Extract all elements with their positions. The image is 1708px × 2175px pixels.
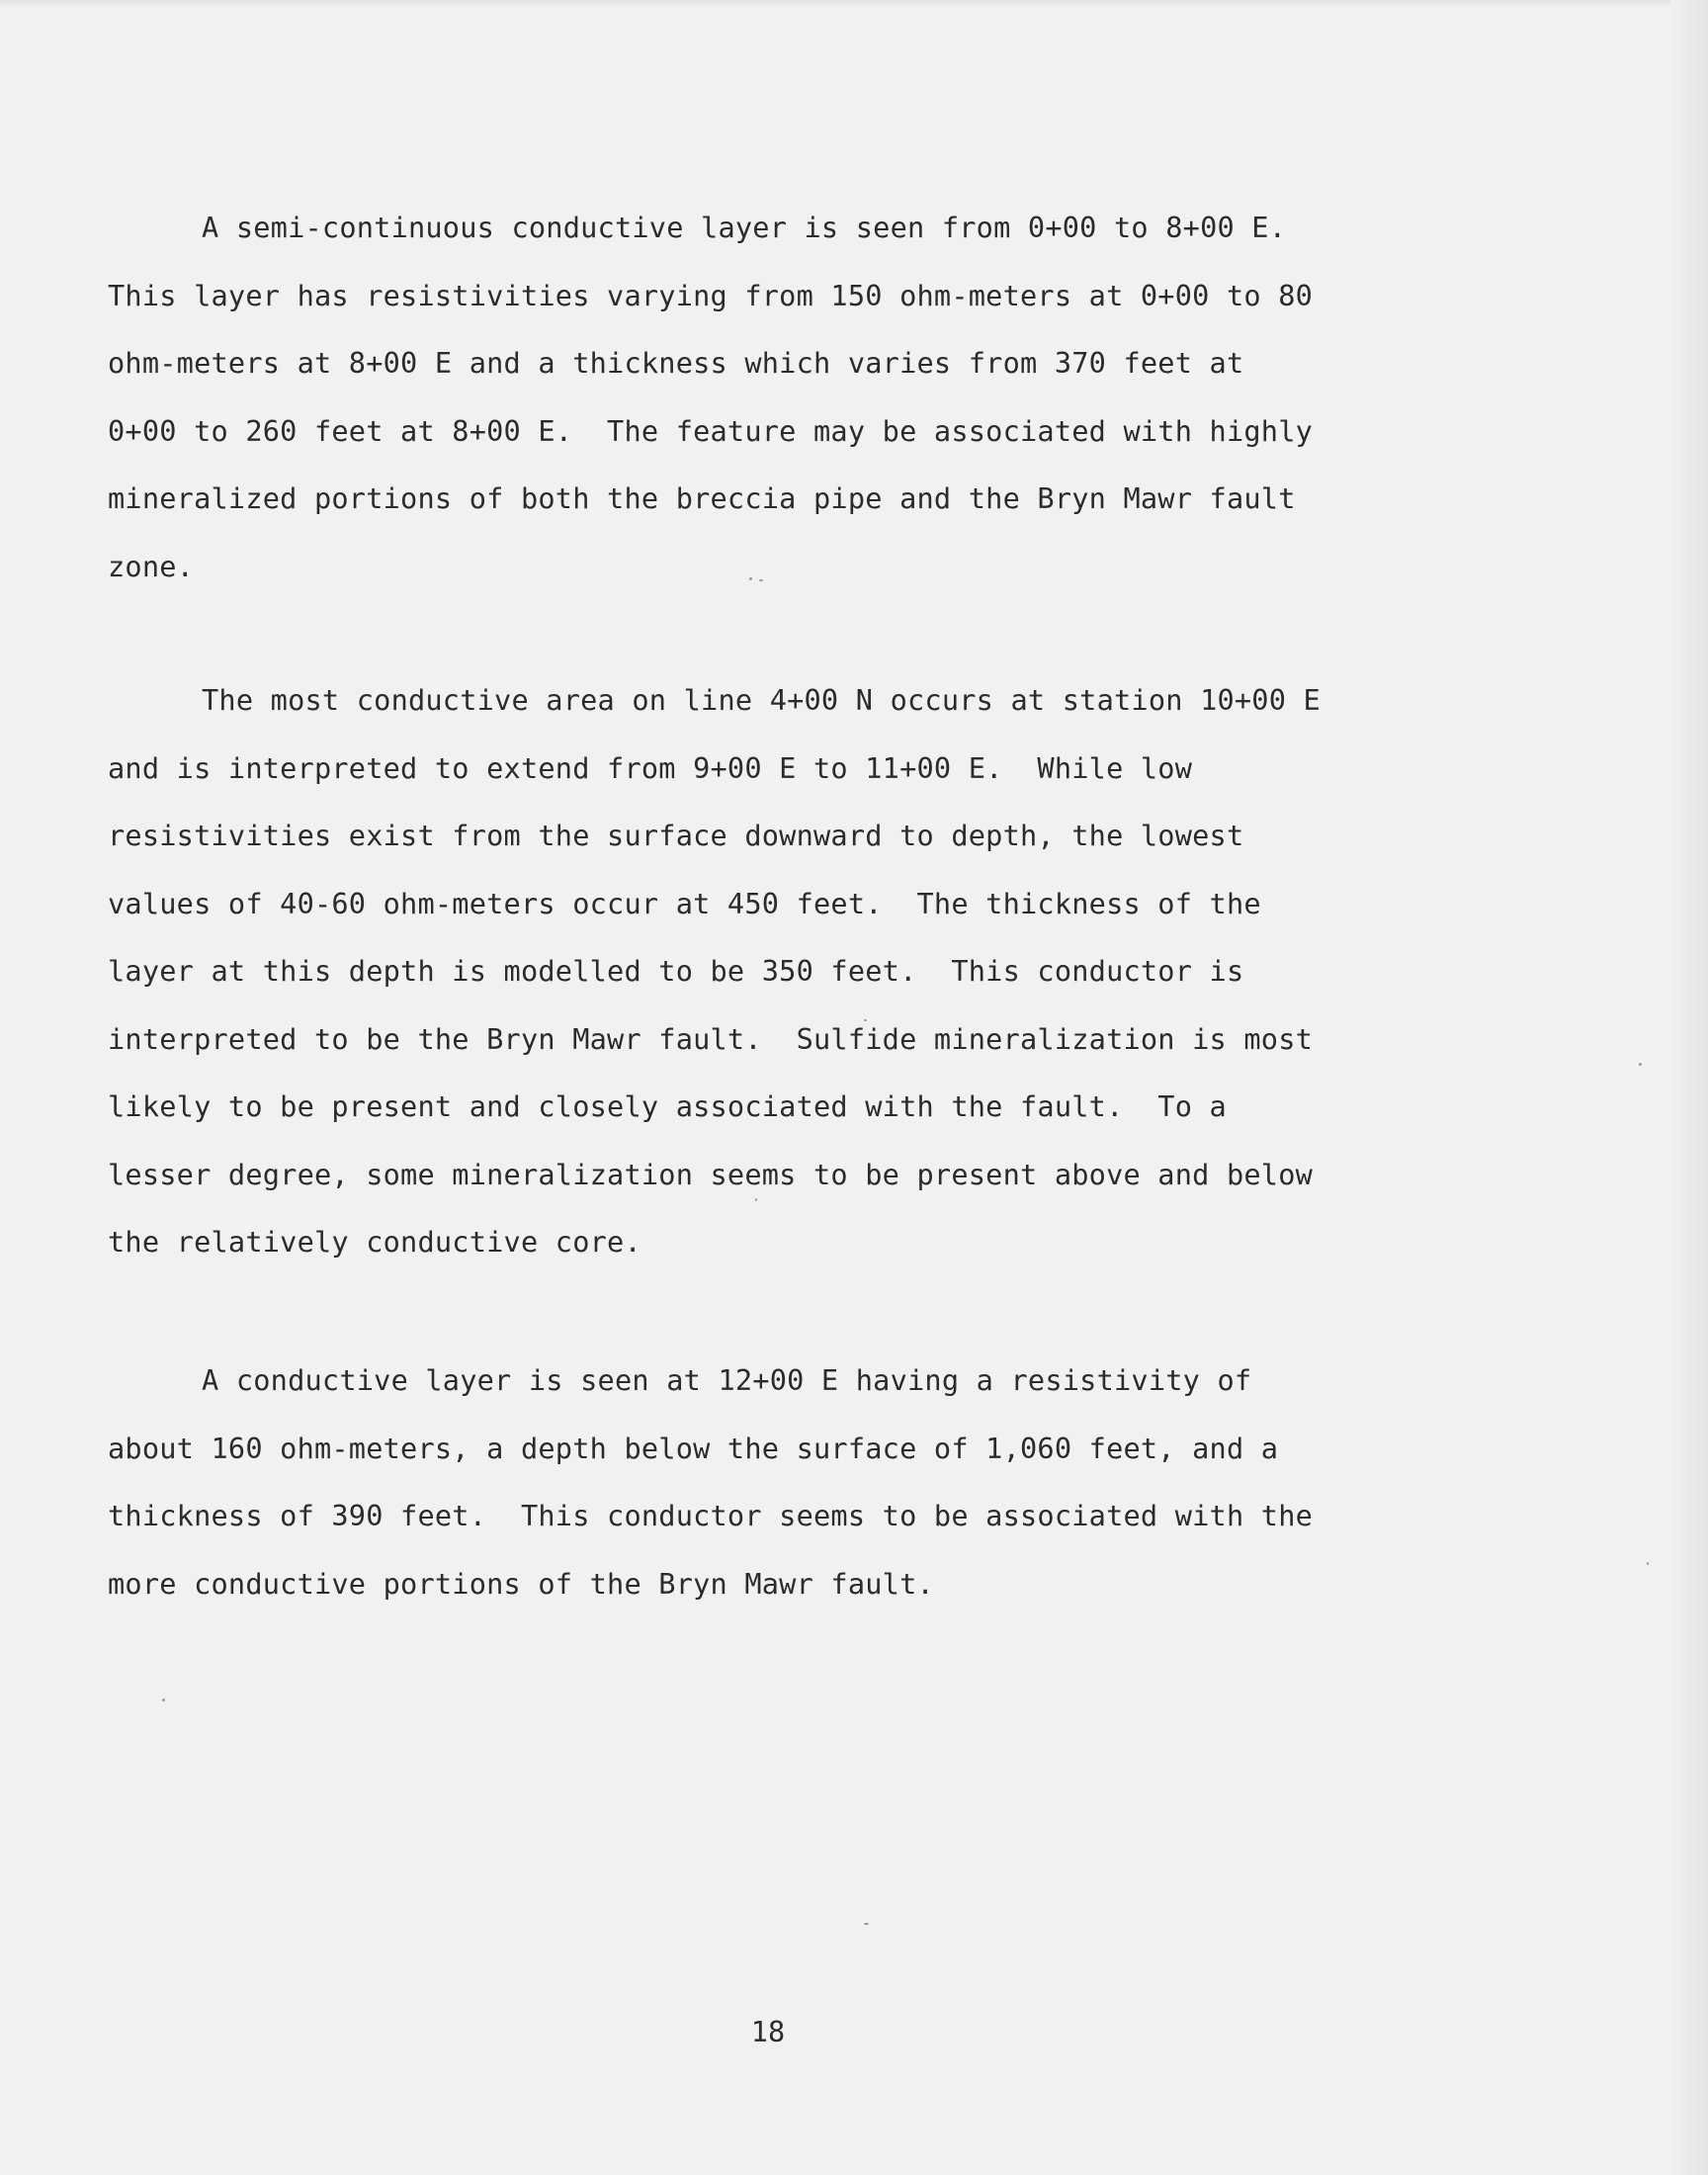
- paragraph-line: 0+00 to 260 feet at 8+00 E. The feature may be associated with highly: [108, 413, 1314, 448]
- paragraph-line: lesser degree, some mineralization seems to be present above and below: [108, 1157, 1314, 1191]
- paragraph-line: A semi-continuous conductive layer is seen from 0+00 to 8+00 E.: [202, 211, 1287, 244]
- scan-speck: [1639, 1063, 1642, 1066]
- paragraph-line: layer at this depth is modelled to be 350 feet. This conductor is: [108, 954, 1244, 988]
- paragraph-line: the relatively conductive core.: [108, 1225, 641, 1259]
- paragraph-line: zone.: [108, 549, 195, 583]
- paragraph-line: about 160 ohm-meters, a depth below the surface of 1,060 feet, and a: [108, 1431, 1279, 1465]
- page-top-edge: [0, 0, 1708, 8]
- paragraph-line: and is interpreted to extend from 9+00 E to 11+00 E. While low: [108, 750, 1193, 785]
- paragraph-line: The most conductive area on line 4+00 N occurs at station 10+00 E: [202, 683, 1321, 717]
- paragraph-line: resistivities exist from the surface downward to depth, the lowest: [108, 819, 1244, 852]
- paragraph-line: more conductive portions of the Bryn Mawr fault.: [108, 1566, 934, 1601]
- scan-speck: [162, 1698, 165, 1701]
- paragraph-line: mineralized portions of both the breccia pipe and the Bryn Mawr fault: [108, 481, 1296, 515]
- paragraph-line: ohm-meters at 8+00 E and a thickness which varies from 370 feet at: [108, 346, 1244, 380]
- page-number: 18: [750, 2015, 786, 2048]
- paragraph-line: values of 40-60 ohm-meters occur at 450 feet. The thickness of the: [108, 886, 1261, 920]
- paragraph-line: This layer has resistivities varying from 150 ohm-meters at 0+00 to 80: [108, 278, 1314, 312]
- paragraph-3: [108, 1347, 1432, 1617]
- paragraph-line: interpreted to be the Bryn Mawr fault. Sulfide mineralization is most: [108, 1021, 1314, 1056]
- scan-speck: [1647, 1562, 1649, 1565]
- paragraph-2: [108, 666, 1432, 1276]
- paragraph-line: thickness of 390 feet. This conductor seems to be associated with the: [108, 1499, 1314, 1532]
- paragraph-1: [108, 194, 1432, 600]
- page-right-edge: [1670, 0, 1708, 2175]
- paragraph-line: likely to be present and closely associated with the fault. To a: [108, 1089, 1227, 1123]
- paragraph-line: A conductive layer is seen at 12+00 E having a resistivity of: [202, 1363, 1252, 1397]
- scan-speck: [864, 1923, 869, 1925]
